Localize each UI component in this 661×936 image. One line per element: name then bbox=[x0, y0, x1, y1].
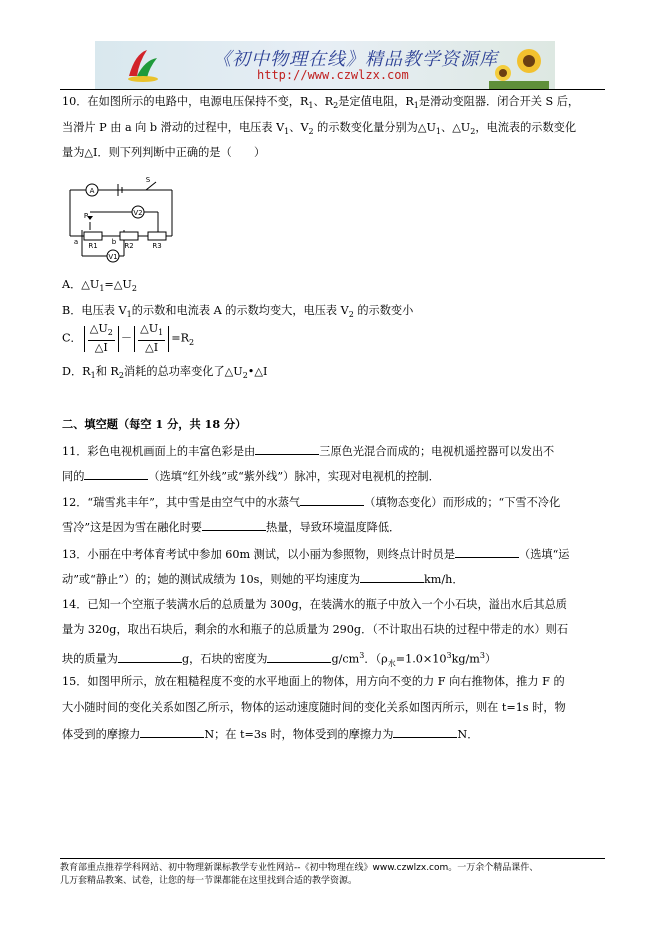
q13-blank-1[interactable] bbox=[455, 546, 519, 558]
circuit-label-switch: S bbox=[145, 176, 151, 184]
sunflower-icon bbox=[489, 43, 549, 89]
circuit-label-r1: R1 bbox=[88, 242, 98, 250]
logo-icon bbox=[125, 46, 161, 84]
q14-blank-1[interactable] bbox=[118, 651, 182, 663]
banner-url: http://www.czwlzx.com bbox=[257, 68, 409, 82]
circuit-label-v1: V1 bbox=[108, 253, 118, 261]
q15-line3: 体受到的摩擦力 N；在 t=3s 时，物体受到的摩擦力为 N． bbox=[62, 728, 479, 741]
q11-line2: 同的 （选填“红外线”或“紫外线”）脉冲，实现对电视机的控制． bbox=[62, 470, 440, 483]
q15-line2: 大小随时间的变化关系如图乙所示，物体的运动速度随时间的变化关系如图丙所示，则在 t=1s 时，物 bbox=[62, 701, 566, 714]
circuit-label-r3: R3 bbox=[152, 242, 162, 250]
q12-line1: 12．“瑞雪兆丰年”，其中雪是由空气中的水蒸气 （填物态变化）而形成的；“下雪不冷化 bbox=[62, 496, 561, 509]
q15-blank-2[interactable] bbox=[393, 726, 457, 738]
q11-blank-2[interactable] bbox=[84, 468, 148, 480]
q14-line3: 块的质量为 g，石块的密度为 $g/cm^3$．$(\rho_水=1.0\times 10^3kg/m^3)$ bbox=[62, 651, 497, 668]
q10-option-b: B．电压表 $V_1$的示数和电流表 A 的示数均变大，电压表 $V_2$ 的示数变小 bbox=[62, 304, 414, 320]
circuit-label-ammeter: A bbox=[89, 187, 95, 195]
header-rule bbox=[60, 89, 605, 90]
circuit-diagram bbox=[62, 172, 180, 268]
q13-line2: 动”或“静止”）的；她的测试成绩为 10s，则她的平均速度为 km/h． bbox=[62, 573, 464, 586]
q15-line1: 15．如图甲所示，放在粗糙程度不变的水平地面上的物体，用方向不变的力 F 向右推物体，推力 F 的 bbox=[62, 675, 565, 688]
q12-blank-2[interactable] bbox=[202, 519, 266, 531]
q13-line1: 13．小丽在中考体育考试中参加 60m 测试，以小丽为参照物，则终点计时员是 （选填“运 bbox=[62, 548, 570, 561]
footer-line2: 几万套精品教案、试卷，让您的每一节课都能在这里找到合适的教学资源。 bbox=[60, 876, 358, 886]
banner-title: 《初中物理在线》精品教学资源库 bbox=[213, 49, 498, 70]
q14-line1: 14．已知一个空瓶子装满水后的总质量为 300g，在装满水的瓶子中放入一个小石块，溢出水后其总质 bbox=[62, 598, 567, 611]
section-heading-fill-in: 二、填空题（每空 1 分，共 18 分） bbox=[62, 417, 247, 431]
circuit-label-r2: R2 bbox=[124, 242, 134, 250]
q12-blank-1[interactable] bbox=[300, 494, 364, 506]
q10-line2: 当滑片 P 由 a 向 b 滑动的过程中，电压表 $V_1$、$V_2$ 的示数变化量分别为$\triangle U_1$、$\triangle U_2$，电流表的示数变化 bbox=[62, 121, 577, 137]
circuit-label-b: b bbox=[111, 238, 117, 246]
q10-option-d: D．$R_1$和 $R_2$消耗的总功率变化了$\triangle U_2•\triangle I$ bbox=[62, 365, 268, 381]
page-footer bbox=[60, 862, 620, 888]
q11-line1: 11．彩色电视机画面上的丰富色彩是由 三原色光混合而成的；电视机遥控器可以发出不 bbox=[62, 445, 555, 458]
footer-line1: 教育部重点推荐学科网站、初中物理新课标教学专业性网站--《初中物理在线》www.czwlzx.com。一万余个精品课件、 bbox=[60, 863, 539, 873]
footer-rule bbox=[60, 858, 605, 859]
circuit-label-p: P bbox=[83, 212, 89, 220]
q10-option-c: C． $\frac{\triangle U_2}{\triangle I}$ － $\frac{\triangle U_1}{\triangle I}$ $=R_2$ bbox=[62, 322, 195, 355]
circuit-label-v2: V2 bbox=[133, 209, 143, 217]
q10-option-a: A．$\triangle U_1=\triangle U_2$ bbox=[62, 278, 137, 294]
q13-blank-2[interactable] bbox=[360, 571, 424, 583]
q14-line2: 量为 320g，取出石块后，剩余的水和瓶子的总质量为 290g．（不计取出石块的过程中带走的水）则石 bbox=[62, 623, 569, 636]
q11-blank-1[interactable] bbox=[255, 443, 319, 455]
q10-line1: 10．在如图所示的电路中，电源电压保持不变，$R_1$、$R_2$是定值电阻，$R_1$是滑动变阻器．闭合开关 S 后， bbox=[62, 95, 580, 111]
q14-blank-2[interactable] bbox=[267, 651, 331, 663]
header-banner bbox=[95, 41, 555, 89]
q15-blank-1[interactable] bbox=[140, 726, 204, 738]
circuit-label-a: a bbox=[73, 238, 79, 246]
q12-line2: 雪冷”这是因为雪在融化时要 热量，导致环境温度降低． bbox=[62, 521, 401, 534]
q10-line3: 量为△I．则下列判断中正确的是（ ） bbox=[62, 146, 266, 159]
